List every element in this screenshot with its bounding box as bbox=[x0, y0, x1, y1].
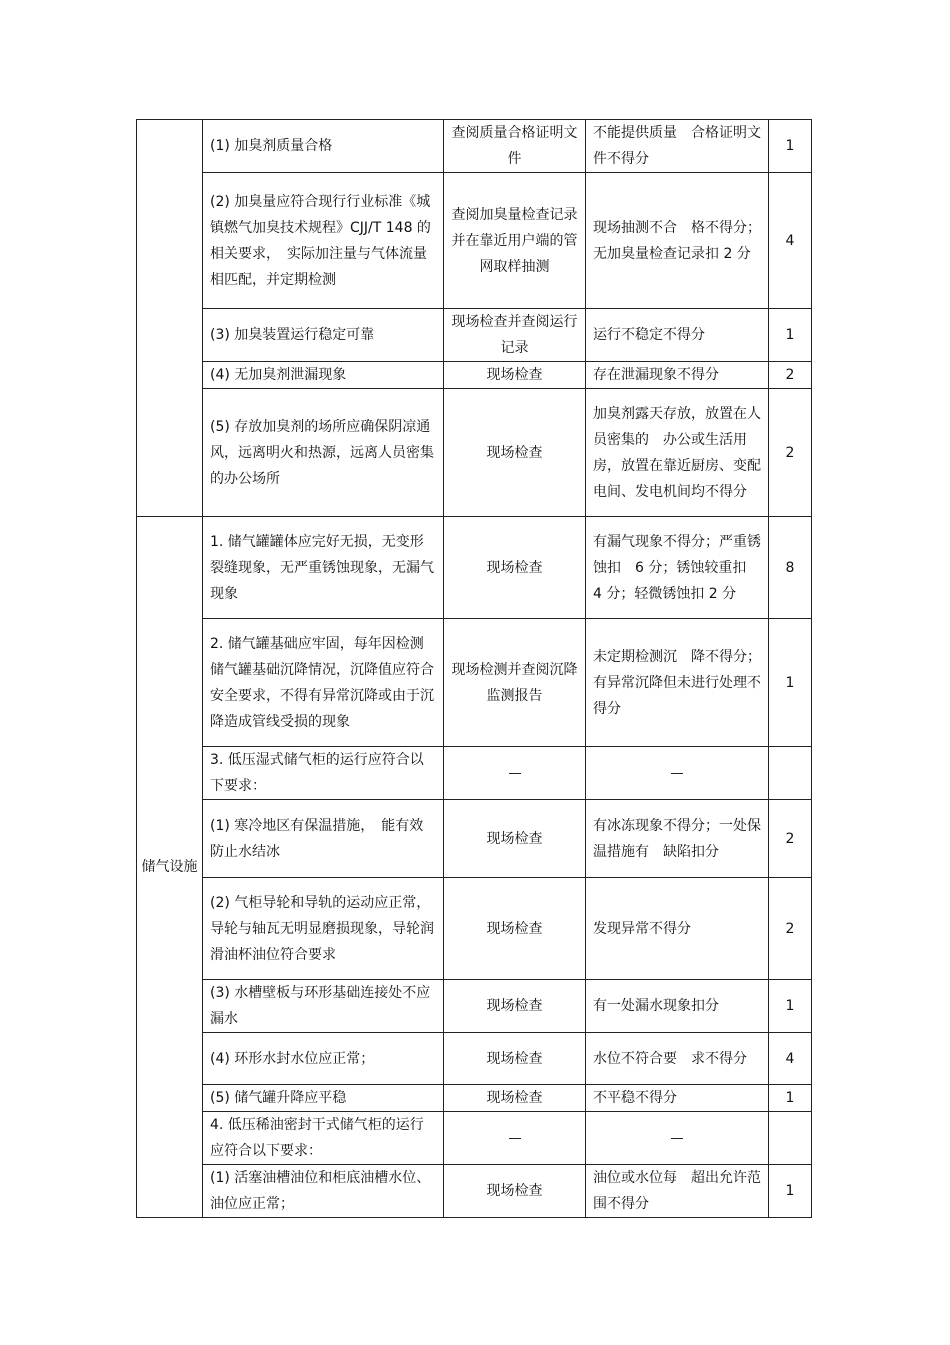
item-cell: (1) 寒冷地区有保温措施， 能有效防止水结冰 bbox=[203, 800, 444, 878]
method-cell: 现场检查 bbox=[444, 980, 586, 1033]
deduction-cell: 未定期检测沉 降不得分；有异常沉降但未进行处理不得分 bbox=[586, 619, 769, 747]
table-row bbox=[137, 747, 812, 800]
deduction-cell bbox=[586, 1112, 769, 1165]
score-cell: 2 bbox=[769, 878, 812, 980]
item-cell: 4. 低压稀油密封干式储气柜的运行应符合以下要求： bbox=[203, 1112, 444, 1165]
score-cell: 1 bbox=[769, 619, 812, 747]
score-cell: 8 bbox=[769, 517, 812, 619]
item-cell: (1) 活塞油槽油位和柜底油槽水位、油位应正常； bbox=[203, 1165, 444, 1218]
score-cell: 1 bbox=[769, 980, 812, 1033]
deduction-cell: 有冰冻现象不得分；一处保温措施有 缺陷扣分 bbox=[586, 800, 769, 878]
score-cell: 1 bbox=[769, 309, 812, 362]
table-row bbox=[137, 1112, 812, 1165]
deduction-cell: 有一处漏水现象扣分 bbox=[586, 980, 769, 1033]
score-cell: 4 bbox=[769, 1033, 812, 1085]
method-cell: 现场检查 bbox=[444, 517, 586, 619]
score-cell: 4 bbox=[769, 173, 812, 309]
category-cell-blank bbox=[137, 120, 203, 517]
item-cell: (5) 储气罐升降应平稳 bbox=[203, 1085, 444, 1112]
method-cell: 现场检查并查阅运行记录 bbox=[444, 309, 586, 362]
table-row bbox=[137, 1033, 812, 1085]
deduction-cell: 不能提供质量 合格证明文件不得分 bbox=[586, 120, 769, 173]
method-cell: 现场检查 bbox=[444, 1165, 586, 1218]
method-cell bbox=[444, 747, 586, 800]
dash-mark bbox=[509, 1138, 521, 1139]
inspection-table bbox=[136, 119, 812, 1218]
deduction-cell: 存在泄漏现象不得分 bbox=[586, 362, 769, 389]
deduction-cell: 加臭剂露天存放，放置在人员密集的 办公或生活用房，放置在靠近厨房、变配电间、发电机间均不得分 bbox=[586, 389, 769, 517]
deduction-cell: 不平稳不得分 bbox=[586, 1085, 769, 1112]
table-row bbox=[137, 619, 812, 747]
deduction-cell: 油位或水位每 超出允许范围不得分 bbox=[586, 1165, 769, 1218]
method-cell: 现场检查 bbox=[444, 389, 586, 517]
method-cell: 查阅加臭量检查记录并在靠近用户端的管网取样抽测 bbox=[444, 173, 586, 309]
item-cell: 3. 低压湿式储气柜的运行应符合以下要求： bbox=[203, 747, 444, 800]
table-row bbox=[137, 1085, 812, 1112]
item-cell: (3) 水槽壁板与环形基础连接处不应漏水 bbox=[203, 980, 444, 1033]
score-cell: 1 bbox=[769, 1165, 812, 1218]
method-cell: 现场检测并查阅沉降监测报告 bbox=[444, 619, 586, 747]
deduction-cell: 发现异常不得分 bbox=[586, 878, 769, 980]
score-cell: 2 bbox=[769, 800, 812, 878]
item-cell: (2) 气柜导轮和导轨的运动应正常，导轮与轴瓦无明显磨损现象，导轮润滑油杯油位符合要求 bbox=[203, 878, 444, 980]
dash-mark bbox=[671, 1138, 683, 1139]
table-row bbox=[137, 878, 812, 980]
item-cell: (3) 加臭装置运行稳定可靠 bbox=[203, 309, 444, 362]
table-row bbox=[137, 362, 812, 389]
category-cell: 储气设施 bbox=[137, 517, 203, 1218]
score-cell: 1 bbox=[769, 1085, 812, 1112]
table-row bbox=[137, 173, 812, 309]
score-cell: 1 bbox=[769, 120, 812, 173]
method-cell: 现场检查 bbox=[444, 878, 586, 980]
item-cell: (2) 加臭量应符合现行行业标准《城镇燃气加臭技术规程》CJJ/T 148 的相关要求， 实际加注量与气体流量相匹配，并定期检测 bbox=[203, 173, 444, 309]
deduction-cell: 现场抽测不合 格不得分；无加臭量检查记录扣 2 分 bbox=[586, 173, 769, 309]
deduction-cell: 有漏气现象不得分；严重锈蚀扣 6 分；锈蚀较重扣 4 分；轻微锈蚀扣 2 分 bbox=[586, 517, 769, 619]
table-row bbox=[137, 120, 812, 173]
score-cell bbox=[769, 747, 812, 800]
method-cell bbox=[444, 1112, 586, 1165]
deduction-cell: 运行不稳定不得分 bbox=[586, 309, 769, 362]
dash-mark bbox=[509, 773, 521, 774]
score-cell: 2 bbox=[769, 362, 812, 389]
deduction-cell: 水位不符合要 求不得分 bbox=[586, 1033, 769, 1085]
score-cell bbox=[769, 1112, 812, 1165]
table-row bbox=[137, 517, 812, 619]
method-cell: 查阅质量合格证明文件 bbox=[444, 120, 586, 173]
item-cell: (1) 加臭剂质量合格 bbox=[203, 120, 444, 173]
item-cell: (5) 存放加臭剂的场所应确保阴凉通风，远离明火和热源，远离人员密集的办公场所 bbox=[203, 389, 444, 517]
method-cell: 现场检查 bbox=[444, 1033, 586, 1085]
method-cell: 现场检查 bbox=[444, 800, 586, 878]
table-row bbox=[137, 309, 812, 362]
item-cell: (4) 无加臭剂泄漏现象 bbox=[203, 362, 444, 389]
table-row bbox=[137, 980, 812, 1033]
table-row bbox=[137, 1165, 812, 1218]
item-cell: (4) 环形水封水位应正常； bbox=[203, 1033, 444, 1085]
table-row bbox=[137, 800, 812, 878]
item-cell: 2. 储气罐基础应牢固，每年因检测储气罐基础沉降情况，沉降值应符合安全要求，不得有异常沉降或由于沉降造成管线受损的现象 bbox=[203, 619, 444, 747]
method-cell: 现场检查 bbox=[444, 362, 586, 389]
item-cell: 1. 储气罐罐体应完好无损，无变形裂缝现象，无严重锈蚀现象，无漏气现象 bbox=[203, 517, 444, 619]
deduction-cell bbox=[586, 747, 769, 800]
table-row bbox=[137, 389, 812, 517]
dash-mark bbox=[671, 773, 683, 774]
method-cell: 现场检查 bbox=[444, 1085, 586, 1112]
score-cell: 2 bbox=[769, 389, 812, 517]
